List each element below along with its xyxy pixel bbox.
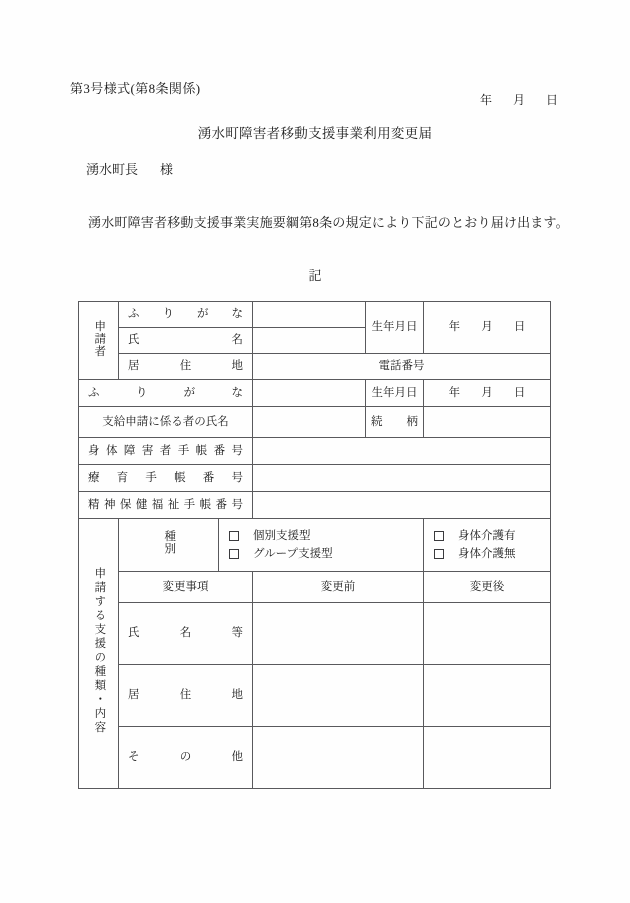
checkbox-row-physical-care-yes[interactable] — [434, 529, 550, 543]
addressee-line — [86, 159, 173, 178]
birthdate-label: 生年月日 — [371, 321, 418, 334]
change-row-name-label-cell — [119, 603, 253, 665]
relation-label-cell — [366, 407, 424, 438]
table-row — [79, 380, 551, 407]
change-row-address-label-cell — [119, 665, 253, 727]
type-options-left-cell — [219, 519, 424, 572]
table-row — [79, 438, 551, 465]
checkbox-icon[interactable] — [229, 549, 239, 559]
addressee-honorific: 様 — [160, 162, 174, 177]
change-item-header: 変更事項 — [162, 580, 209, 593]
support-section-label: 申請する支援の種類・内容 — [93, 567, 106, 736]
change-row-address-label: 居 住 地 — [128, 689, 243, 702]
change-row-name-before-cell[interactable] — [253, 603, 424, 665]
relation-label: 続 柄 — [371, 415, 418, 428]
beneficiary-name-label-cell — [79, 407, 253, 438]
furigana2-label-cell — [79, 380, 253, 407]
application-table — [78, 301, 551, 789]
birthdate-input-cell[interactable] — [424, 302, 551, 354]
beneficiary-name-input-cell[interactable] — [253, 407, 366, 438]
type-options-right-cell — [424, 519, 551, 572]
addressee-name: 湧水町長 — [86, 162, 139, 177]
table-row — [79, 354, 551, 380]
mental-handbook-label: 精 神 保 健 福 祉 手 帳 番 号 — [88, 498, 243, 511]
checkbox-label-group-support: グループ支援型 — [253, 547, 333, 560]
header-date-month: 月 — [513, 93, 526, 107]
type-label: 種別 — [163, 530, 176, 556]
applicant-label-cell — [79, 302, 119, 380]
birthdate2-year: 年 — [448, 386, 461, 399]
furigana-input-cell[interactable] — [253, 302, 366, 328]
checkbox-row-group-support[interactable] — [229, 547, 423, 561]
change-before-header: 変更前 — [320, 580, 356, 593]
table-row — [79, 465, 551, 492]
table-row — [79, 572, 551, 603]
birthdate2-label: 生年月日 — [371, 386, 418, 399]
rehab-handbook-label: 療 育 手 帳 番 号 — [88, 471, 243, 484]
table-row — [79, 519, 551, 572]
address-label-cell — [119, 354, 253, 380]
birthdate-month: 月 — [481, 321, 493, 334]
change-after-header: 変更後 — [469, 580, 505, 593]
name-label: 氏 名 — [128, 334, 243, 347]
table-row — [79, 407, 551, 438]
change-item-header-cell — [119, 572, 253, 603]
ki-mark: 記 — [308, 268, 322, 283]
physical-handbook-input-cell[interactable] — [253, 438, 551, 465]
checkbox-row-physical-care-no[interactable] — [434, 547, 550, 561]
table-row — [79, 603, 551, 665]
change-row-other-after-cell[interactable] — [424, 727, 551, 789]
change-before-header-cell — [253, 572, 424, 603]
form-number: 第3号様式(第8条関係) — [70, 81, 201, 96]
change-row-other-before-cell[interactable] — [253, 727, 424, 789]
table-row — [79, 665, 551, 727]
furigana-label: ふ り が な — [128, 308, 243, 321]
change-row-other-label: そ の 他 — [128, 751, 243, 764]
birthdate-year: 年 — [448, 321, 461, 334]
table-row — [79, 727, 551, 789]
header-date-day: 日 — [546, 93, 559, 107]
header-date-line — [480, 91, 558, 108]
address-label: 居 住 地 — [128, 360, 243, 373]
document-title: 湧水町障害者移動支援事業利用変更届 — [197, 126, 433, 141]
birthdate2-month: 月 — [481, 386, 493, 399]
change-row-other-label-cell — [119, 727, 253, 789]
table-row — [79, 492, 551, 519]
checkbox-icon[interactable] — [229, 531, 239, 541]
checkbox-label-individual-support: 個別支援型 — [253, 530, 311, 543]
birthdate2-input-cell[interactable] — [424, 380, 551, 407]
checkbox-label-physical-care-yes: 身体介護有 — [458, 530, 516, 543]
mental-handbook-label-cell — [79, 492, 253, 519]
change-row-address-before-cell[interactable] — [253, 665, 424, 727]
furigana2-label: ふ り が な — [88, 386, 243, 399]
name-input-cell[interactable] — [253, 328, 366, 354]
name-label-cell — [119, 328, 253, 354]
checkbox-icon[interactable] — [434, 531, 444, 541]
birthdate2-label-cell — [366, 380, 424, 407]
change-after-header-cell — [424, 572, 551, 603]
table-row — [79, 302, 551, 328]
birthdate-label-cell — [366, 302, 424, 354]
change-row-name-after-cell[interactable] — [424, 603, 551, 665]
header-date-year: 年 — [480, 93, 493, 107]
furigana-label-cell — [119, 302, 253, 328]
furigana2-input-cell[interactable] — [253, 380, 366, 407]
checkbox-row-individual-support[interactable] — [229, 529, 423, 543]
relation-input-cell[interactable] — [424, 407, 551, 438]
checkbox-label-physical-care-no: 身体介護無 — [458, 547, 516, 560]
type-label-cell — [119, 519, 219, 572]
rehab-handbook-input-cell[interactable] — [253, 465, 551, 492]
mental-handbook-input-cell[interactable] — [253, 492, 551, 519]
beneficiary-name-label: 支給申請に係る者の氏名 — [102, 415, 229, 428]
birthdate2-day: 日 — [513, 386, 526, 399]
physical-handbook-label: 身 体 障 害 者 手 帳 番 号 — [88, 444, 243, 457]
checkbox-icon[interactable] — [434, 549, 444, 559]
rehab-handbook-label-cell — [79, 465, 253, 492]
change-row-name-label: 氏 名 等 — [128, 627, 243, 640]
phone-label: 電話番号 — [378, 360, 425, 373]
phone-label-cell — [253, 354, 551, 380]
change-row-address-after-cell[interactable] — [424, 665, 551, 727]
body-statement: 湧水町障害者移動支援事業実施要綱第8条の規定により下記のとおり届け出ます。 — [88, 215, 569, 230]
applicant-label: 申請者 — [93, 319, 106, 358]
physical-handbook-label-cell — [79, 438, 253, 465]
birthdate-day: 日 — [513, 321, 526, 334]
support-section-label-cell — [79, 519, 119, 789]
